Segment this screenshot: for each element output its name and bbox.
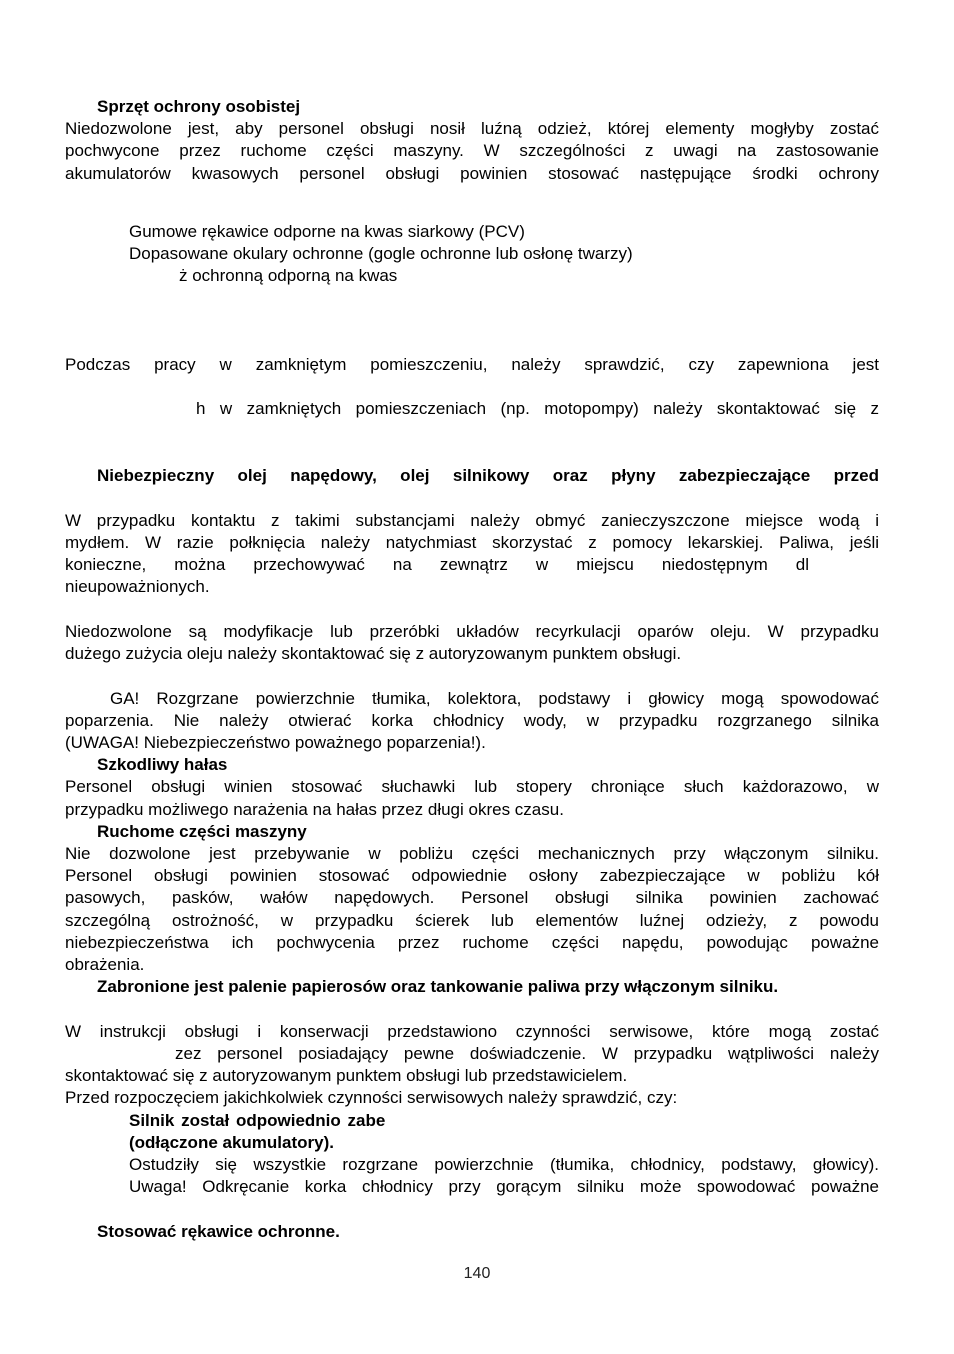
ppe-text-line: pochwycone przez ruchome części maszyny. W szczególności z uwagi na zastosowanie	[65, 141, 879, 160]
oils-text-line: Niedozwolone są modyfikacje lub przeróbki układów recyrkulacji oparów oleju. W przypadku	[65, 622, 879, 641]
moving-text-line: Nie dozwolone jest przebywanie w pobliżu części mechanicznych przy włączonym silniku.	[65, 844, 879, 863]
hot-surface-warning-line: GA! Rozgrzane powierzchnie tłumika, kolektora, podstawy i głowicy mogą spowodować	[110, 689, 879, 708]
gloves-notice: Stosować rękawice ochronne.	[97, 1222, 340, 1241]
moving-text-line: obrażenia.	[65, 955, 145, 974]
ventilation-text-line: Podczas pracy w zamkniętym pomieszczeniu, należy sprawdzić, czy zapewniona jest	[65, 355, 879, 374]
hot-surface-warning-line: (UWAGA! Niebezpieczeństwo poważnego poparzenia!).	[65, 733, 486, 752]
ppe-item: Dopasowane okulary ochronne (gogle ochronne lub osłonę twarzy)	[129, 244, 633, 263]
moving-text-line: Personel obsługi powinien stosować odpowiednie osłony zabezpieczające w pobliżu kół	[65, 866, 879, 885]
service-check-item: (odłączone akumulatory).	[129, 1133, 334, 1152]
heading-moving-parts: Ruchome części maszyny	[97, 822, 307, 841]
ppe-item: ż ochronną odporną na kwas	[179, 266, 398, 285]
ppe-text-line: Niedozwolone jest, aby personel obsługi nosił luźną odzież, której elementy mogłyby zostać	[65, 119, 879, 138]
moving-text-line: pasowych, pasków, wałów napędowych. Personel obsługi silnika powinien zachować	[65, 888, 879, 907]
hot-surface-warning-line: poparzenia. Nie należy otwierać korka chłodnicy wody, w przypadku rozgrzanego silnika	[65, 711, 879, 730]
heading-ppe: Sprzęt ochrony osobistej	[97, 97, 301, 116]
ppe-item: Gumowe rękawice odporne na kwas siarkowy (PCV)	[129, 222, 525, 241]
oils-text-line: W przypadku kontaktu z takimi substancjami należy obmyć zanieczyszczone miejsce wodą i	[65, 511, 879, 530]
heading-oils: Niebezpieczny olej napędowy, olej silnikowy oraz płyny zabezpieczające przed	[97, 466, 879, 485]
service-text-line: W instrukcji obsługi i konserwacji przedstawiono czynności serwisowe, które mogą zostać	[65, 1022, 879, 1041]
oils-text-line: mydłem. W razie połknięcia należy natychmiast skorzystać z pomocy lekarskiej. Paliwa, jeśli	[65, 533, 879, 552]
service-check-item: Silnik został odpowiednio zabe	[129, 1111, 386, 1130]
service-check-item: Uwaga! Odkręcanie korka chłodnicy przy gorącym silniku może spowodować poważne	[129, 1177, 879, 1196]
oils-text-line: dużego zużycia oleju należy skontaktować się z autoryzowanym punktem obsługi.	[65, 644, 682, 663]
noise-text-line: przypadku możliwego narażenia na hałas przez długi okres czasu.	[65, 800, 564, 819]
service-check-item: Ostudziły się wszystkie rozgrzane powierzchnie (tłumika, chłodnicy, podstawy, głowicy).	[129, 1155, 879, 1174]
oils-text-line: konieczne, można przechowywać na zewnątrz w miejscu niedostępnym dl	[65, 555, 809, 574]
noise-text-line: Personel obsługi winien stosować słuchawki lub stopery chroniące słuch każdorazowo, w	[65, 777, 879, 796]
ventilation-text-line: h w zamkniętych pomieszczeniach (np. motopompy) należy skontaktować się z	[196, 399, 879, 418]
moving-text-line: szczególną ostrożność, w przypadku ścierek lub elementów luźnej odzieży, z powodu	[65, 911, 879, 930]
oils-text-line: nieupoważnionych.	[65, 577, 210, 596]
service-text-line: zez personel posiadający pewne doświadczenie. W przypadku wątpliwości należy	[175, 1044, 879, 1063]
no-smoking-warning: Zabronione jest palenie papierosów oraz tankowanie paliwa przy włączonym silniku.	[97, 977, 779, 996]
service-text-line: Przed rozpoczęciem jakichkolwiek czynności serwisowych należy sprawdzić, czy:	[65, 1088, 678, 1107]
service-text-line: skontaktować się z autoryzowanym punktem obsługi lub przedstawicielem.	[65, 1066, 628, 1085]
ppe-text-line: akumulatorów kwasowych personel obsługi powinien stosować następujące środki ochrony	[65, 164, 879, 183]
page-number: 140	[463, 1265, 491, 1282]
moving-text-line: niebezpieczeństwa ich pochwycenia przez ruchome części napędu, powodując poważne	[65, 933, 879, 952]
heading-noise: Szkodliwy hałas	[97, 755, 228, 774]
